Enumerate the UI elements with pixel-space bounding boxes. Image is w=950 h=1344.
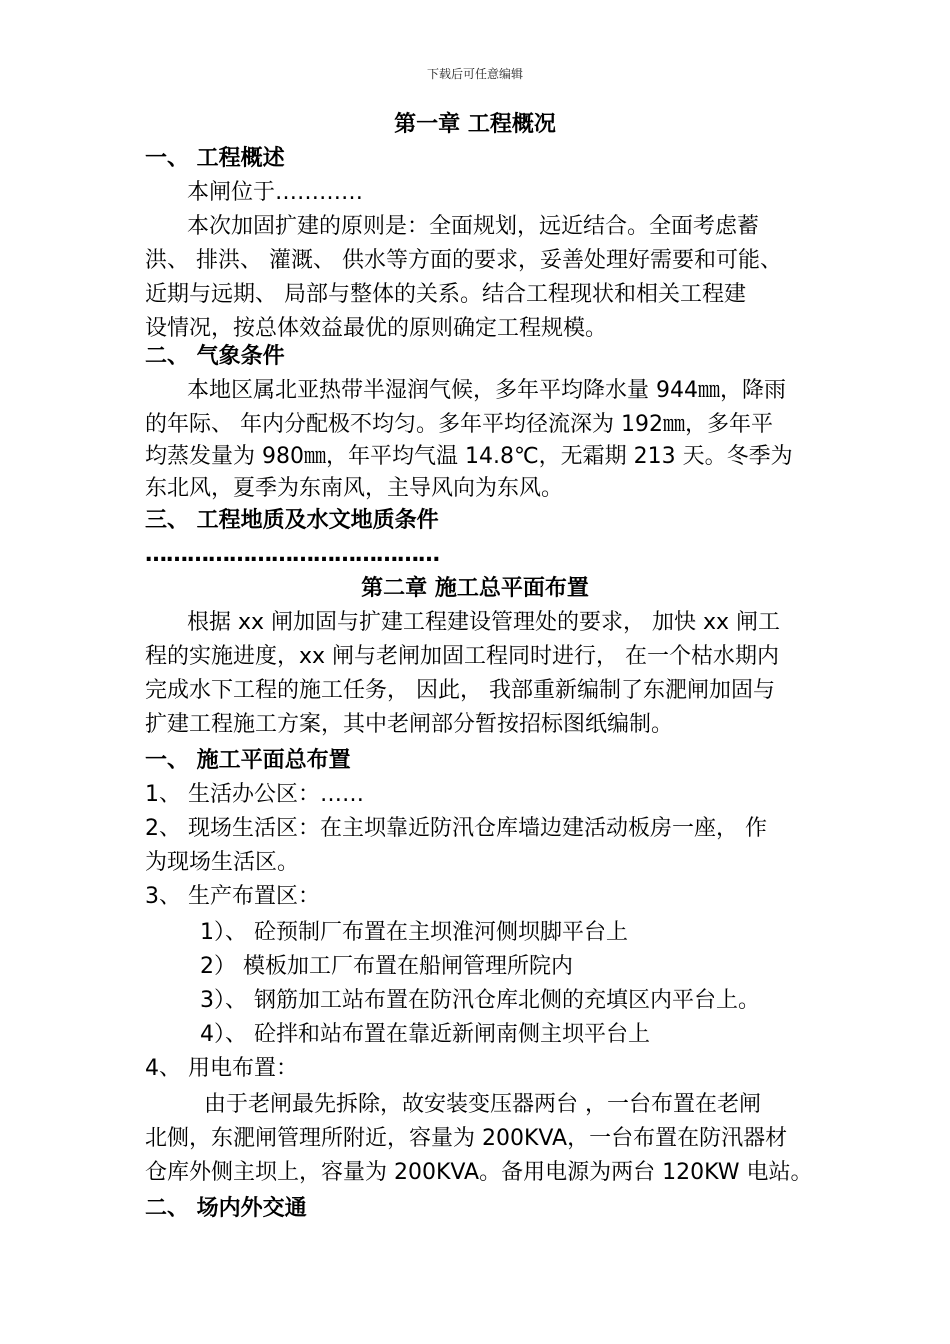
ch1-section-1-para-line: 本次加固扩建的原则是：全面规划，远近结合。全面考虑蓄 [187,214,760,239]
ch1-section-2-heading: 二、 气象条件 [145,344,285,369]
ch2-intro-para-line: 完成水下工程的施工任务， 因此， 我部重新编制了东淝闸加固与 [145,678,775,703]
ch2-power-para-line: 仓库外侧主坝上，容量为 200KVA。备用电源为两台 120KW 电站。 [145,1160,813,1185]
ch1-section-3-ellipsis: …………………………………… [145,542,439,567]
ch1-section-1-para-line: 设情况，按总体效益最优的原则确定工程规模。 [145,316,608,341]
ch2-sub-item: 1）、 砼预制厂布置在主坝淮河侧坝脚平台上 [200,920,628,945]
ch1-section-3-heading: 三、 工程地质及水文地质条件 [145,508,439,533]
ch2-intro-para-line: 程的实施进度，xx 闸与老闸加固工程同时进行， 在一个枯水期内 [145,644,780,669]
ch1-section-1-para-line: 近期与远期、 局部与整体的关系。结合工程现状和相关工程建 [145,282,746,307]
ch2-power-para-line: 由于老闸最先拆除，故安装变压器两台 ，一台布置在老闸 [204,1092,761,1117]
ch2-section-2-heading: 二、 场内外交通 [145,1196,307,1221]
ch2-sub-item: 4）、 砼拌和站布置在靠近新闸南侧主坝平台上 [200,1022,650,1047]
chapter-2-title: 第二章 施工总平面布置 [361,576,589,601]
ch2-item: 2、 现场生活区：在主坝靠近防汛仓库墙边建活动板房一座， 作 [145,816,767,841]
ch2-section-1-heading: 一、 施工平面总布置 [145,748,351,773]
chapter-1-title: 第一章 工程概况 [394,112,556,137]
ch2-sub-item: 3）、 钢筋加工站布置在防汛仓库北侧的充填区内平台上。 [200,988,760,1013]
ch1-section-2-para-line: 东北风，夏季为东南风，主导风向为东风。 [145,476,564,501]
ch2-item: 1、 生活办公区：…… [145,782,364,807]
ch2-item-4: 4、 用电布置： [145,1056,298,1081]
ch2-item-continuation: 为现场生活区。 [145,850,300,875]
ch2-intro-para-line: 扩建工程施工方案，其中老闸部分暂按招标图纸编制。 [145,712,674,737]
ch1-section-2-para-line: 均蒸发量为 980㎜，年平均气温 14.8℃，无霜期 213 天。冬季为 [145,444,793,469]
ch1-section-2-para-line: 的年际、 年内分配极不均匀。多年平均径流深为 192㎜，多年平 [145,412,773,437]
ch1-section-1-line: 本闸位于………… [187,180,364,205]
ch1-section-1-para-line: 洪、 排洪、 灌溉、 供水等方面的要求，妥善处理好需要和可能、 [145,248,782,273]
ch1-section-2-para-line: 本地区属北亚热带半湿润气候，多年平均降水量 944㎜，降雨 [187,378,786,403]
header-note: 下载后可任意编辑 [426,67,523,81]
ch2-sub-item: 2） 模板加工厂布置在船闸管理所院内 [200,954,573,979]
ch2-power-para-line: 北侧，东淝闸管理所附近，容量为 200KVA，一台布置在防汛器材 [145,1126,788,1151]
ch1-section-1-heading: 一、 工程概述 [145,146,285,171]
ch2-item: 3、 生产布置区： [145,884,320,909]
ch2-intro-para-line: 根据 xx 闸加固与扩建工程建设管理处的要求， 加快 xx 闸工 [187,610,781,635]
